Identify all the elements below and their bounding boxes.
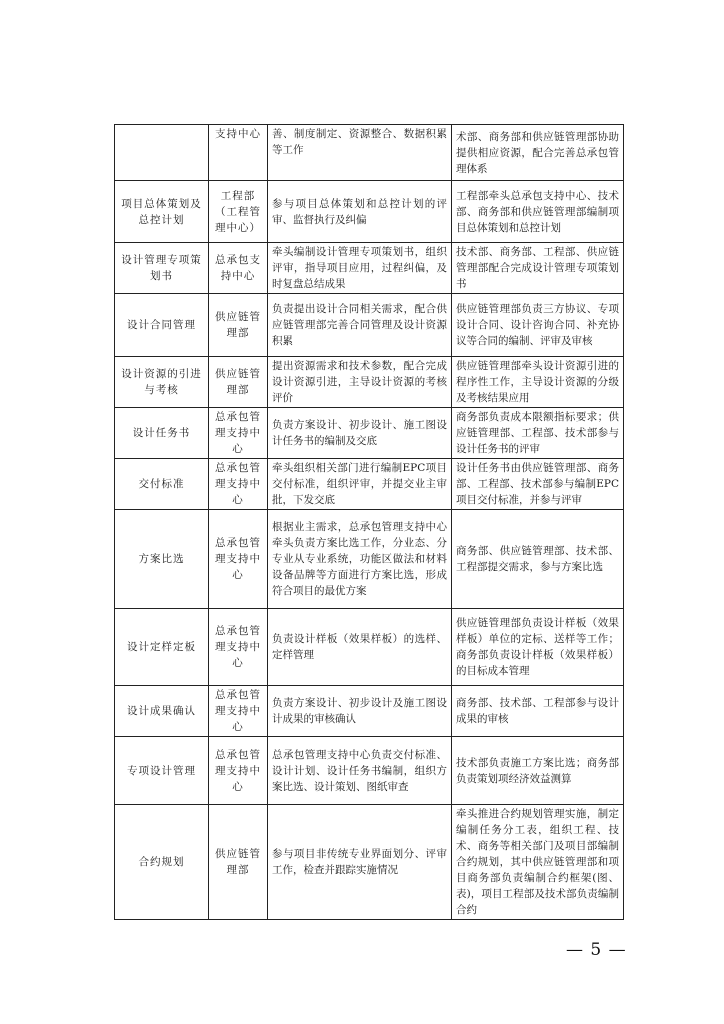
- owner-cell: [209, 805, 268, 920]
- owner-cell: [209, 181, 268, 243]
- owner-text: 总承包管理支持中心: [215, 689, 261, 733]
- item-text: 设计管理专项策划书: [121, 254, 202, 282]
- support-cell: 供应链管理部牵头设计资源引进的程序性工作，主导设计资源的分级及考核结果应用: [452, 357, 624, 408]
- owner-text: 工程部（工程管理中心）: [215, 189, 261, 234]
- owner-text: 总承包支持中心: [215, 254, 261, 282]
- owner-text: 支持中心: [215, 128, 261, 140]
- item-cell: [115, 294, 209, 357]
- lead-cell: 根据业主需求，总承包管理支持中心牵头负责方案比选工作，分业态、分专业从专业系统，功能区做法和材料设备品牌等方面进行方案比选，形成符合项目的最优方案: [268, 510, 452, 609]
- table-row: [115, 805, 624, 920]
- item-cell: [115, 243, 209, 294]
- owner-cell: [209, 510, 268, 609]
- item-text: 专项设计管理: [127, 764, 196, 777]
- lead-cell: 负责提出设计合同相关需求，配合供应链管理部完善合同管理及设计资源积累: [268, 294, 452, 357]
- owner-cell: [209, 737, 268, 805]
- support-cell: 牵头推进合约规划管理实施，制定编制任务分工表，组织工程、技术、商务等相关部门及项目部编制合约规划，其中供应链管理部和项目商务部负责编制合约框架(图、表)，项目工程部及技术部负责编制合约: [452, 805, 624, 920]
- lead-cell: 牵头编制设计管理专项策划书，组织评审，指导项目应用，过程纠偏，及时复盘总结成果: [268, 243, 452, 294]
- item-text: 合约规划: [138, 856, 185, 868]
- item-text: 设计定样定板: [127, 641, 196, 653]
- support-cell: 商务部、技术部、工程部参与设计成果的审核: [452, 686, 624, 737]
- item-text: 方案比选: [138, 553, 185, 565]
- support-cell: 商务部负责成本限额指标要求；供应链管理部、工程部、技术部参与设计任务书的评审: [452, 408, 624, 459]
- lead-cell: 负责方案设计、初步设计及施工图设计成果的审核确认: [268, 686, 452, 737]
- support-cell: 供应链管理部负责设计样板（效果样板）单位的定标、送样等工作；商务部负责设计样板（效果样板）的目标成本管理: [452, 609, 624, 686]
- item-cell: [115, 181, 209, 243]
- item-text: 设计合同管理: [127, 319, 196, 331]
- item-cell: [115, 805, 209, 920]
- item-text: 设计任务书: [132, 427, 191, 439]
- support-cell: 技术部、商务部、工程部、供应链管理部配合完成设计管理专项策划书: [452, 243, 624, 294]
- owner-cell: [209, 125, 268, 181]
- support-cell: 商务部、供应链管理部、技术部、工程部提交需求，参与方案比选: [452, 510, 624, 609]
- table-row: [115, 459, 624, 510]
- owner-cell: [209, 294, 268, 357]
- item-cell: [115, 408, 209, 459]
- lead-cell: 负责方案设计、初步设计、施工图设计任务书的编制及交底: [268, 408, 452, 459]
- item-text: 设计资源的引进与考核: [121, 368, 202, 396]
- item-text: 设计成果确认: [127, 705, 196, 717]
- support-cell: 供应链管理部负责三方协议、专项设计合同、设计咨询合同、补充协议等合同的编制、评审及审核: [452, 294, 624, 357]
- item-text: 项目总体策划及总控计划: [121, 197, 202, 226]
- lead-cell: 牵头组织相关部门进行编制EPC项目交付标准，组织评审，并提交业主审批，下发交底: [268, 459, 452, 510]
- lead-cell: 总承包管理支持中心负责交付标准、设计计划、设计任务书编制，组织方案比选、设计策划、图纸审查: [268, 737, 452, 805]
- table-row: [115, 737, 624, 805]
- owner-text: 总承包管理支持中心: [215, 462, 261, 506]
- owner-cell: [209, 686, 268, 737]
- item-cell: [115, 609, 209, 686]
- table-row: [115, 686, 624, 737]
- owner-text: 总承包管理支持中心: [215, 411, 261, 455]
- owner-text: 供应链管理部: [215, 311, 261, 339]
- lead-cell: 参与项目非传统专业界面划分、评审工作，检查并跟踪实施情况: [268, 805, 452, 920]
- table-row: [115, 357, 624, 408]
- support-cell: 术部、商务部和供应链管理部协助提供相应资源，配合完善总承包管理体系: [452, 125, 624, 181]
- item-cell: [115, 510, 209, 609]
- owner-cell: [209, 609, 268, 686]
- item-cell: [115, 686, 209, 737]
- table-row: [115, 125, 624, 181]
- table-row: [115, 294, 624, 357]
- item-text: 交付标准: [138, 478, 185, 490]
- responsibility-table: [114, 124, 624, 920]
- owner-text: 总承包管理支持中心: [215, 748, 261, 793]
- owner-text: 总承包管理支持中心: [215, 625, 261, 669]
- table-row: [115, 408, 624, 459]
- page-number: — 5 —: [566, 940, 627, 960]
- lead-cell: 负责设计样板（效果样板）的选样、定样管理: [268, 609, 452, 686]
- table-row: [115, 609, 624, 686]
- owner-cell: [209, 459, 268, 510]
- owner-cell: [209, 243, 268, 294]
- support-cell: 设计任务书由供应链管理部、商务部、工程部、技术部参与编制EPC项目交付标准，并参与评审: [452, 459, 624, 510]
- owner-text: 总承包管理支持中心: [215, 537, 261, 581]
- item-cell: [115, 737, 209, 805]
- lead-cell: 善、制度制定、资源整合、数据积累等工作: [268, 125, 452, 181]
- support-cell: 技术部负责施工方案比选；商务部负责策划项经济效益测算: [452, 737, 624, 805]
- item-cell: [115, 459, 209, 510]
- owner-cell: [209, 408, 268, 459]
- lead-cell: 参与项目总体策划和总控计划的评审、监督执行及纠偏: [268, 181, 452, 243]
- table-row: [115, 510, 624, 609]
- item-cell: [115, 357, 209, 408]
- item-cell: [115, 125, 209, 181]
- owner-text: 供应链管理部: [215, 848, 261, 876]
- table-row: [115, 181, 624, 243]
- lead-cell: 提出资源需求和技术参数，配合完成设计资源引进，主导设计资源的考核评价: [268, 357, 452, 408]
- table-row: [115, 243, 624, 294]
- owner-text: 供应链管理部: [215, 368, 261, 396]
- support-cell: 工程部牵头总承包支持中心、技术部、商务部和供应链管理部编制项目总体策划和总控计划: [452, 181, 624, 243]
- owner-cell: [209, 357, 268, 408]
